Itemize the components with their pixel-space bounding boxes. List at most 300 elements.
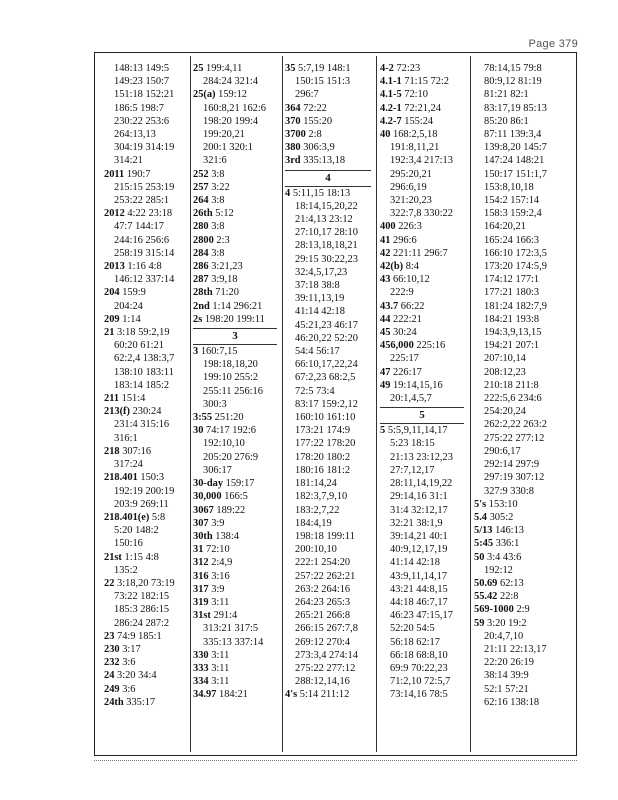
page-line-references: 66:22	[400, 300, 425, 312]
index-entry	[285, 253, 375, 266]
page-line-references: 322:7,8 330:22	[390, 208, 453, 220]
page-line-references: 215:15 253:19	[114, 181, 175, 193]
index-entry	[104, 564, 190, 577]
index-entry	[193, 530, 281, 543]
index-entry	[193, 141, 281, 154]
index-term: 41	[380, 234, 391, 246]
index-entry	[474, 590, 574, 603]
page-line-references: 286:24 287:2	[114, 617, 170, 629]
page-line-references: 3:6	[122, 683, 136, 695]
index-entry	[104, 300, 190, 313]
page-line-references: 222:5,6 234:6	[484, 393, 542, 405]
page-line-references: 265:21 266:8	[295, 610, 351, 622]
page-line-references: 166:5	[224, 491, 248, 503]
page-line-references: 296:6,19	[390, 181, 427, 193]
index-entry	[104, 418, 190, 431]
index-entry	[104, 379, 190, 392]
index-term: 317	[193, 583, 209, 595]
index-entry	[104, 405, 190, 418]
page-line-references: 255:11 256:16	[203, 385, 263, 397]
page-line-references: 56:18 62:17	[390, 636, 440, 648]
index-entry	[474, 326, 574, 339]
index-entry	[104, 643, 190, 656]
page-line-references: 160:10 161:10	[295, 412, 356, 424]
index-term: 213(f)	[104, 406, 130, 418]
page-line-references: 314:21	[114, 155, 143, 167]
index-entry	[193, 636, 281, 649]
page-line-references: 159:12	[218, 89, 247, 101]
page-line-references: 47:7 144:17	[114, 221, 164, 233]
page-line-references: 200:10,10	[295, 544, 337, 556]
index-entry	[474, 286, 574, 299]
index-term: 21	[104, 327, 115, 339]
page-line-references: 83:17,19 85:13	[484, 102, 547, 114]
page-line-references: 194:3,9,13,15	[484, 327, 542, 339]
page-line-references: 66:10,12	[393, 274, 430, 286]
page-line-references: 31:4 32:12,17	[390, 504, 448, 516]
index-entry	[104, 432, 190, 445]
page-line-references: 174:12 177:1	[484, 274, 540, 286]
index-entry	[474, 220, 574, 233]
index-entry	[285, 675, 375, 688]
page-line-references: 321:6	[203, 155, 227, 167]
page-line-references: 18:14,15,20,22	[295, 200, 358, 212]
page-line-references: 32:4,5,17,23	[295, 266, 348, 278]
index-entry	[380, 437, 468, 450]
index-entry	[380, 88, 468, 101]
index-entry	[474, 313, 574, 326]
index-term: 284	[193, 247, 209, 259]
index-term: 280	[193, 221, 209, 233]
page-line-references: 305:2	[489, 511, 514, 523]
index-term: 333	[193, 662, 209, 674]
page-line-references: 251:20	[214, 412, 244, 424]
index-entry	[193, 675, 281, 688]
index-term: 59	[474, 617, 485, 629]
index-entry	[193, 622, 281, 635]
index-entry	[285, 358, 375, 371]
page-line-references: 284:24 321:4	[203, 76, 259, 88]
index-entry	[474, 458, 574, 471]
index-entry	[380, 300, 468, 313]
index-entry	[474, 471, 574, 484]
index-term: 28th	[193, 287, 213, 299]
index-entry	[380, 688, 468, 701]
index-term: 2nd	[193, 300, 210, 312]
index-entry	[193, 313, 281, 326]
index-term: 2013	[104, 261, 125, 273]
index-entry	[474, 207, 574, 220]
page-line-references: 3:8	[211, 195, 225, 207]
index-entry	[474, 432, 574, 445]
page-line-references: 74:17 192:6	[206, 425, 256, 437]
page-line-references: 72:10	[206, 544, 230, 556]
page-line-references: 3:6	[122, 657, 136, 669]
page-line-references: 149:23 150:7	[114, 76, 170, 88]
page-line-references: 254:20,24	[484, 406, 526, 418]
index-entry	[474, 485, 574, 498]
index-entry	[474, 168, 574, 181]
index-term: 47	[380, 366, 391, 378]
index-entry	[104, 168, 190, 181]
page-line-references: 164:20,21	[484, 221, 526, 233]
column-divider	[376, 56, 377, 752]
page-line-references: 5:5,9,11,14,17	[387, 425, 448, 437]
index-entry	[104, 603, 190, 616]
page-line-references: 192:12	[484, 564, 513, 576]
page-line-references: 306:17	[203, 464, 232, 476]
index-entry	[285, 62, 375, 75]
index-column-1	[104, 62, 190, 752]
index-term: 230	[104, 643, 120, 655]
page-line-references: 3:8	[211, 247, 225, 259]
page-line-references: 73:14,16 78:5	[390, 689, 448, 701]
section-letter-heading: 5	[380, 407, 464, 421]
page-line-references: 184:4,19	[295, 517, 332, 529]
index-column-5	[474, 62, 574, 752]
index-entry	[193, 556, 281, 569]
index-entry	[474, 234, 574, 247]
page-line-references: 288:12,14,16	[295, 676, 350, 688]
index-entry	[285, 141, 375, 154]
index-term: 218.401(e)	[104, 511, 150, 523]
page-line-references: 153:10	[488, 498, 518, 510]
page-line-references: 2:4,9	[211, 557, 233, 569]
index-entry	[104, 154, 190, 167]
page-line-references: 2:9	[516, 604, 530, 616]
index-term: 3:55	[193, 412, 213, 424]
index-entry	[474, 511, 574, 524]
index-entry	[380, 115, 468, 128]
page-line-references: 1:16 4:8	[127, 261, 162, 273]
page-line-references: 321:20,23	[390, 195, 432, 207]
index-term: 45	[380, 327, 391, 339]
page-line-references: 22:8	[500, 591, 519, 603]
index-term: 287	[193, 274, 209, 286]
page-line-references: 3:18,20 73:19	[117, 577, 175, 589]
index-entry	[104, 485, 190, 498]
index-entry	[193, 260, 281, 273]
index-entry	[104, 313, 190, 326]
index-entry	[193, 247, 281, 260]
page-line-references: 230:24	[132, 406, 162, 418]
index-entry	[380, 313, 468, 326]
page-line-references: 41:14 42:18	[295, 306, 345, 318]
page-line-references: 327:9 330:8	[484, 485, 534, 497]
index-entry	[380, 556, 468, 569]
page-line-references: 208:12,23	[484, 366, 526, 378]
index-term: 4.2-1	[380, 102, 402, 114]
index-term: 2011	[104, 168, 125, 180]
page-line-references: 3:18 59:2,19	[117, 327, 170, 339]
index-entry	[285, 688, 375, 701]
index-term: 26th	[193, 208, 213, 220]
index-entry	[380, 141, 468, 154]
page-line-references: 296:7	[295, 89, 319, 101]
index-entry	[285, 332, 375, 345]
page-line-references: 253:22 285:1	[114, 195, 170, 207]
index-entry	[474, 617, 574, 630]
index-entry	[474, 339, 574, 352]
page-line-references: 1:15 4:8	[124, 551, 159, 563]
index-entry	[285, 345, 375, 358]
page-line-references: 291:4	[213, 610, 238, 622]
column-divider	[190, 56, 191, 752]
page-line-references: 192:19 200:19	[114, 485, 175, 497]
page-line-references: 184:21 193:8	[484, 313, 540, 325]
index-term: 2s	[193, 313, 203, 325]
page-line-references: 5:8	[151, 511, 166, 523]
page-line-references: 28:11,14,19,22	[390, 478, 453, 490]
index-entry	[380, 504, 468, 517]
page-line-references: 189:22	[216, 504, 246, 516]
index-entry	[193, 345, 281, 358]
page-line-references: 72:5 73:4	[295, 385, 335, 397]
page-line-references: 148:13 149:5	[114, 63, 170, 74]
index-entry	[193, 583, 281, 596]
index-entry	[193, 517, 281, 530]
index-column-2	[193, 62, 281, 752]
page-line-references: 3:17	[122, 643, 141, 655]
page-line-references: 275:22 277:12	[484, 432, 545, 444]
page-line-references: 173:20 174:5,9	[484, 261, 547, 273]
index-entry	[285, 385, 375, 398]
index-entry	[380, 260, 468, 273]
page-line-references: 3:11	[211, 676, 230, 688]
index-entry	[380, 194, 468, 207]
index-entry	[380, 570, 468, 583]
index-entry	[474, 128, 574, 141]
index-entry	[104, 656, 190, 669]
index-entry	[380, 128, 468, 141]
index-term: 218.401	[104, 472, 138, 484]
index-entry	[380, 596, 468, 609]
page-line-references: 258:19 315:14	[114, 247, 175, 259]
index-term: 400	[380, 221, 396, 233]
index-term: 370	[285, 115, 301, 127]
index-entry	[285, 451, 375, 464]
page-line-references: 226:3	[398, 221, 422, 233]
page-line-references: 244:16 256:6	[114, 234, 170, 246]
index-entry	[193, 596, 281, 609]
index-entry	[104, 458, 190, 471]
index-entry	[380, 273, 468, 286]
index-term: 24th	[104, 696, 124, 708]
page-line-references: 3:9,18	[211, 274, 238, 286]
index-entry	[104, 181, 190, 194]
page-line-references: 69:9 70:22,23	[390, 662, 448, 674]
index-entry	[285, 319, 375, 332]
index-term: 5:45	[474, 538, 494, 550]
index-entry	[104, 220, 190, 233]
index-term: 43	[380, 274, 391, 286]
index-entry	[474, 62, 574, 75]
index-entry	[104, 75, 190, 88]
index-term: 30th	[193, 530, 213, 542]
page-line-references: 147:24 148:21	[484, 155, 545, 167]
index-entry	[285, 411, 375, 424]
index-term: 4.1-1	[380, 76, 402, 88]
page-line-references: 275:22 277:12	[295, 662, 356, 674]
index-entry	[380, 424, 468, 437]
index-entry	[104, 471, 190, 484]
index-entry	[285, 622, 375, 635]
page-line-references: 181:24 182:7,9	[484, 300, 547, 312]
index-entry	[104, 194, 190, 207]
page-line-references: 225:16	[416, 340, 446, 352]
column-divider	[282, 56, 283, 752]
page-line-references: 43:21 44:8,15	[390, 583, 448, 595]
index-entry	[104, 498, 190, 511]
index-entry	[104, 352, 190, 365]
index-entry	[104, 683, 190, 696]
page-line-references: 182:3,7,9,10	[295, 491, 348, 503]
page-line-references: 83:17 159:2,12	[295, 398, 358, 410]
page-line-references: 198:20 199:11	[204, 313, 265, 325]
index-entry	[474, 247, 574, 260]
index-entry	[474, 366, 574, 379]
page-line-references: 198:20 199:4	[203, 115, 259, 127]
page-number-label: Page 379	[528, 38, 578, 50]
page-line-references: 46:20,22 52:20	[295, 332, 358, 344]
page-line-references: 185:3 286:15	[114, 604, 170, 616]
index-term: 380	[285, 142, 301, 154]
page-line-references: 151:18 152:21	[114, 89, 175, 101]
page-line-references: 135:2	[114, 564, 138, 576]
page-line-references: 190:7	[126, 168, 151, 180]
index-entry	[380, 247, 468, 260]
index-entry	[474, 352, 574, 365]
index-entry	[474, 551, 574, 564]
index-entry	[193, 234, 281, 247]
index-entry	[285, 596, 375, 609]
index-entry	[104, 630, 190, 643]
index-term: 257	[193, 181, 209, 193]
index-entry	[193, 168, 281, 181]
index-term: 569-1000	[474, 604, 514, 616]
index-entry	[285, 213, 375, 226]
page-line-references: 290:6,17	[484, 445, 521, 457]
index-term: 334	[193, 676, 209, 688]
page-line-references: 54:4 56:17	[295, 346, 340, 358]
index-entry	[193, 128, 281, 141]
index-entry	[193, 609, 281, 622]
index-term: 23	[104, 630, 115, 642]
index-term: 34.97	[193, 689, 217, 701]
page-line-references: 300:3	[203, 398, 227, 410]
index-entry	[104, 260, 190, 273]
index-term: 249	[104, 683, 120, 695]
page-line-references: 1:14	[122, 313, 141, 325]
index-entry	[193, 424, 281, 437]
index-entry	[104, 286, 190, 299]
page-line-references: 150:15 151:3	[295, 76, 351, 88]
page-line-references: 72:21,24	[404, 102, 441, 114]
page-line-references: 71:20	[215, 287, 239, 299]
index-entry	[380, 517, 468, 530]
index-entry	[104, 511, 190, 524]
index-term: 44	[380, 313, 391, 325]
index-entry	[474, 115, 574, 128]
index-entry	[285, 583, 375, 596]
page-line-references: 27:10,17 28:10	[295, 227, 358, 239]
page-line-references: 264:23 265:3	[295, 596, 351, 608]
page-line-references: 2:8	[308, 129, 322, 141]
section-letter-heading: 4	[285, 170, 371, 184]
index-entry	[474, 273, 574, 286]
index-entry	[285, 437, 375, 450]
index-term: 42	[380, 247, 391, 259]
page-line-references: 192:10,10	[203, 438, 245, 450]
index-entry	[285, 266, 375, 279]
index-term: 30,000	[193, 491, 222, 503]
index-entry	[285, 239, 375, 252]
page-line-references: 192:3,4 217:13	[390, 155, 453, 167]
page-line-references: 37:18 38:8	[295, 280, 340, 292]
index-entry	[104, 62, 190, 75]
index-term: 307	[193, 517, 209, 529]
index-entry	[285, 226, 375, 239]
index-entry	[380, 220, 468, 233]
index-entry	[193, 504, 281, 517]
page-line-references: 264:13,13	[114, 129, 156, 141]
page-line-references: 297:19 307:12	[484, 472, 545, 484]
index-entry	[193, 75, 281, 88]
page-line-references: 4:22 23:18	[127, 208, 173, 220]
page-line-references: 166:10 172:3,5	[484, 247, 547, 259]
index-entry	[104, 273, 190, 286]
page-line-references: 20:4,7,10	[484, 630, 524, 642]
page-line-references: 20:1,4,5,7	[390, 393, 432, 405]
page-line-references: 41:14 42:18	[390, 557, 440, 569]
index-entry	[380, 530, 468, 543]
page-line-references: 72:23	[396, 63, 421, 74]
index-term: 209	[104, 313, 120, 325]
index-entry	[474, 88, 574, 101]
page-line-references: 3:8	[211, 221, 225, 233]
page-line-references: 198:18 199:11	[295, 530, 355, 542]
page-line-references: 3:11	[211, 596, 230, 608]
page-line-references: 269:12 270:4	[295, 636, 351, 648]
index-entry	[380, 154, 468, 167]
page-line-references: 21:11 22:13,17	[484, 643, 547, 655]
index-entry	[104, 128, 190, 141]
page-line-references: 160:7,15	[200, 346, 238, 358]
index-term: 4.2-7	[380, 115, 402, 127]
index-entry	[285, 200, 375, 213]
page-line-references: 177:22 178:20	[295, 438, 356, 450]
page-line-references: 160:8,21 162:6	[203, 102, 266, 114]
page-line-references: 205:20 276:9	[203, 451, 259, 463]
index-entry	[285, 305, 375, 318]
index-term: 4	[285, 187, 291, 199]
index-entry	[285, 530, 375, 543]
index-entry	[285, 490, 375, 503]
page-line-references: 335:13,18	[303, 155, 346, 167]
index-entry	[285, 609, 375, 622]
index-entry	[104, 696, 190, 709]
index-term: 204	[104, 287, 120, 299]
index-entry	[193, 464, 281, 477]
page-line-references: 30:24	[393, 327, 417, 339]
page-line-references: 71:15 72:2	[404, 76, 450, 88]
page-line-references: 296:6	[393, 234, 417, 246]
index-term: 30	[193, 425, 204, 437]
index-entry	[285, 279, 375, 292]
page-line-references: 307:16	[122, 445, 152, 457]
index-entry	[285, 649, 375, 662]
index-entry	[285, 154, 375, 167]
